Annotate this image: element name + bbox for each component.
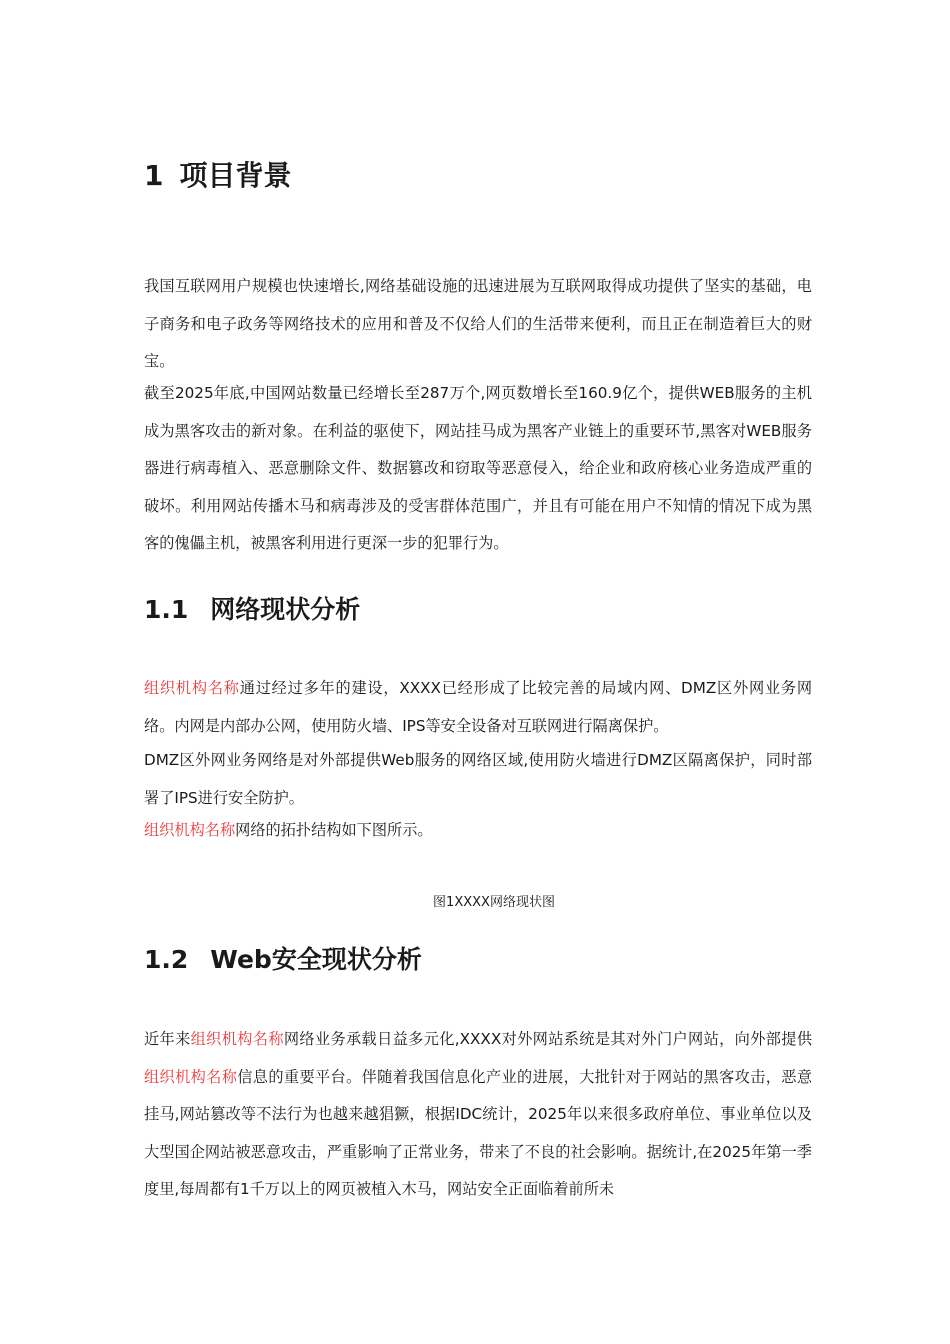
paragraph: 截至2025年底,中国网站数量已经增长至287万个,网页数增长至160.9亿个，提供WEB服务的主机成为黑客攻击的新对象。在利益的驱使下，网站挂马成为黑客产业链上的重要环节,黑客对WEB服务器进行病毒植入、恶意删除文件、数据篡改和窃取等恶意侵入，给企业和政府核心业务造成严重的破坏。利用网站传播木马和病毒涉及的受害群体范围广，并且有可能在用户不知情的情况下成为黑客的傀儡主机，被黑客利用进行更深一步的犯罪行为。 [144,384,812,552]
section-title: Web安全现状分析 [210,945,422,974]
paragraph-text: 通过经过多年的建设，XXXX已经形成了比较完善的局域内网、DMZ区外网业务网络。内网是内部办公网，使用防火墙、IPS等安全设备对互联网进行隔离保护。 [144,679,813,735]
paragraph-text: 网络业务承载日益多元化,XXXX对外网站系统是其对外门户网站，向外部提供 [283,1030,813,1048]
paragraph [144,1021,812,1209]
section-number: 1 [144,159,164,192]
org-name-placeholder: 组织机构名称 [144,1067,238,1086]
section-title: 网络现状分析 [210,595,361,624]
org-name-placeholder: 组织机构名称 [190,1030,284,1048]
paragraph: DMZ区外网业务网络是对外部提供Web服务的网络区域,使用防火墙进行DMZ区隔离保护，同时部署了IPS进行安全防护。 [144,751,812,807]
section-number: 1.1 [144,595,189,624]
paragraph [144,812,812,850]
section-1-2-heading [144,943,422,977]
paragraph [144,670,812,745]
section-1-heading [144,158,292,194]
paragraph: 我国互联网用户规模也快速增长,网络基础设施的迅速进展为互联网取得成功提供了坚实的基础，电子商务和电子政务等网络技术的应用和普及不仅给人们的生活带来便利，而且正在制造着巨大的财宝。 [144,277,812,370]
section-1-1-heading [144,593,360,627]
section-title: 项目背景 [179,159,292,192]
org-name-placeholder: 组织机构名称 [144,821,236,839]
section-number: 1.2 [144,945,189,974]
paragraph-text: 近年来 [144,1030,191,1048]
paragraph-text: 信息的重要平台。伴随着我国信息化产业的进展，大批针对于网站的黑客攻击，恶意挂马,网站篡改等不法行为也越来越猖獗，根据IDC统计，2025年以来很多政府单位、事业单位以及大型国企网站被恶意攻击，严重影响了正常业务，带来了不良的社会影响。据统计,在2025年第一季度里,每周都有1千万以上的网页被植入木马，网站安全正面临着前所未 [144,1067,813,1198]
org-name-placeholder: 组织机构名称 [144,679,240,697]
figure-caption: 图1XXXX网络现状图 [433,895,555,910]
paragraph-text: 网络的拓扑结构如下图所示。 [235,821,433,839]
